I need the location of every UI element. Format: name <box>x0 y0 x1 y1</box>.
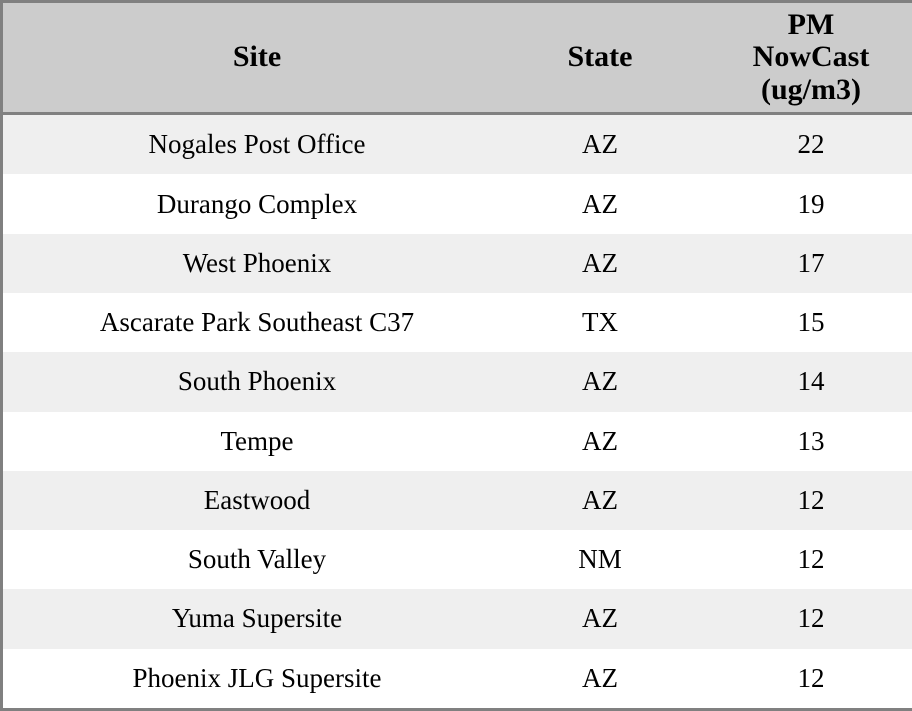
table-row <box>3 114 912 175</box>
table-row <box>3 234 912 293</box>
column-header-pm-nowcast-line-1: PM <box>787 8 835 41</box>
column-header-pm-nowcast <box>689 3 912 114</box>
column-header-pm-nowcast-line-2: NowCast <box>752 40 870 74</box>
table-header-row <box>3 3 912 114</box>
table-row <box>3 293 912 352</box>
cell-site: Phoenix JLG Supersite <box>132 662 382 693</box>
cell-state: AZ <box>582 366 618 397</box>
cell-site: Yuma Supersite <box>171 603 343 634</box>
cell-state: NM <box>578 544 622 575</box>
column-header-state: State <box>511 3 689 114</box>
cell-value: 17 <box>797 247 825 278</box>
cell-site: Tempe <box>220 425 294 456</box>
cell-site: Durango Complex <box>156 188 358 219</box>
cell-site: Nogales Post Office <box>148 129 366 160</box>
cell-value: 12 <box>797 544 825 575</box>
table-row <box>3 174 912 233</box>
cell-site: Eastwood <box>203 484 311 515</box>
cell-state: AZ <box>582 188 618 219</box>
cell-value: 15 <box>797 307 825 338</box>
table-header <box>3 3 912 114</box>
cell-value: 12 <box>797 662 825 693</box>
table-row <box>3 589 912 648</box>
cell-state: AZ <box>582 247 618 278</box>
cell-state: AZ <box>582 484 618 515</box>
column-header-pm-nowcast-line-3: (ug/m3) <box>761 72 861 106</box>
cell-value: 14 <box>797 366 825 397</box>
table-row <box>3 471 912 530</box>
cell-value: 12 <box>797 484 825 515</box>
cell-state: AZ <box>582 129 618 160</box>
table-row <box>3 649 912 708</box>
table-row <box>3 352 912 411</box>
cell-value: 13 <box>797 425 825 456</box>
cell-state: TX <box>582 307 618 338</box>
cell-state: AZ <box>582 662 618 693</box>
cell-state: AZ <box>582 425 618 456</box>
cell-value: 22 <box>797 129 825 160</box>
cell-state: AZ <box>582 603 618 634</box>
cell-site: West Phoenix <box>182 247 332 278</box>
cell-value: 19 <box>797 188 825 219</box>
table-row <box>3 530 912 589</box>
air-quality-table <box>3 3 912 708</box>
cell-site: Ascarate Park Southeast C37 <box>99 307 415 338</box>
table-body <box>3 114 912 708</box>
column-header-site: Site <box>3 3 511 114</box>
cell-site: South Phoenix <box>177 366 337 397</box>
cell-value: 12 <box>797 603 825 634</box>
table-row <box>3 412 912 471</box>
cell-site: South Valley <box>187 544 327 575</box>
